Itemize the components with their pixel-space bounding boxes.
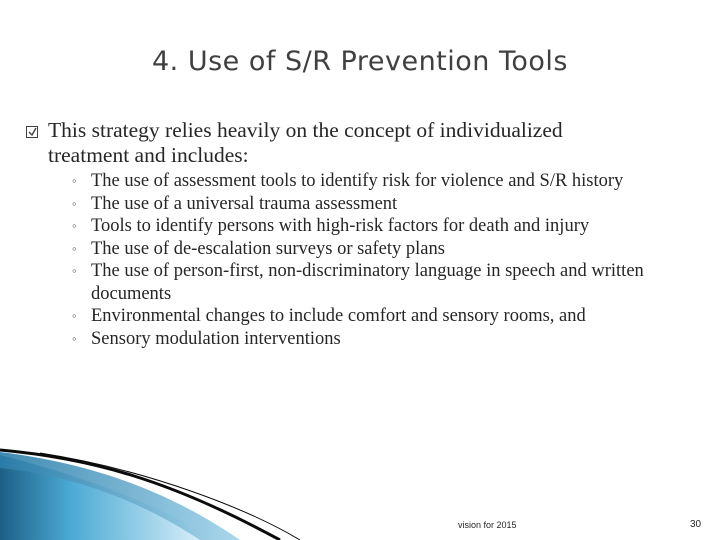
main-bullet xyxy=(48,118,608,168)
sub-bullet-text: The use of person-first, non-discriminatory language in speech and written documents xyxy=(91,261,644,304)
sub-bullet-item xyxy=(72,215,652,238)
circle-bullet-icon: ◦ xyxy=(72,173,77,188)
sub-bullet-item xyxy=(72,238,652,261)
circle-bullet-icon: ◦ xyxy=(72,195,77,211)
checkbox-arrow-icon xyxy=(26,126,38,138)
sub-bullet-text: The use of a universal trauma assessment xyxy=(91,193,398,214)
circle-bullet-icon: ◦ xyxy=(72,308,77,323)
circle-bullet-icon: ◦ xyxy=(72,218,77,233)
sub-bullet-list xyxy=(72,170,652,350)
sub-bullet-item xyxy=(72,193,652,216)
circle-bullet-icon: ◦ xyxy=(72,330,77,346)
sub-bullet-item xyxy=(72,170,652,193)
sub-bullet-text: Environmental changes to include comfort and sensory rooms, and xyxy=(91,306,586,326)
main-bullet-text: This strategy relies heavily on the concept of individualized treatment and includes: xyxy=(48,118,563,167)
sub-bullet-text: The use of assessment tools to identify risk for violence and S/R history xyxy=(91,171,624,191)
circle-bullet-icon: ◦ xyxy=(72,263,77,278)
sub-bullet-text: The use of de-escalation surveys or safety plans xyxy=(91,238,445,259)
sub-bullet-item xyxy=(72,305,652,328)
slide-title: 4. Use of S/R Prevention Tools xyxy=(152,46,568,77)
sub-bullet-text: Tools to identify persons with high-risk factors for death and injury xyxy=(91,216,590,236)
circle-bullet-icon: ◦ xyxy=(72,240,77,256)
sub-bullet-text: Sensory modulation interventions xyxy=(91,328,341,349)
footer-text: vision for 2015 xyxy=(458,520,517,530)
sub-bullet-item xyxy=(72,260,652,305)
sub-bullet-item xyxy=(72,328,652,351)
page-number: 30 xyxy=(690,519,702,530)
